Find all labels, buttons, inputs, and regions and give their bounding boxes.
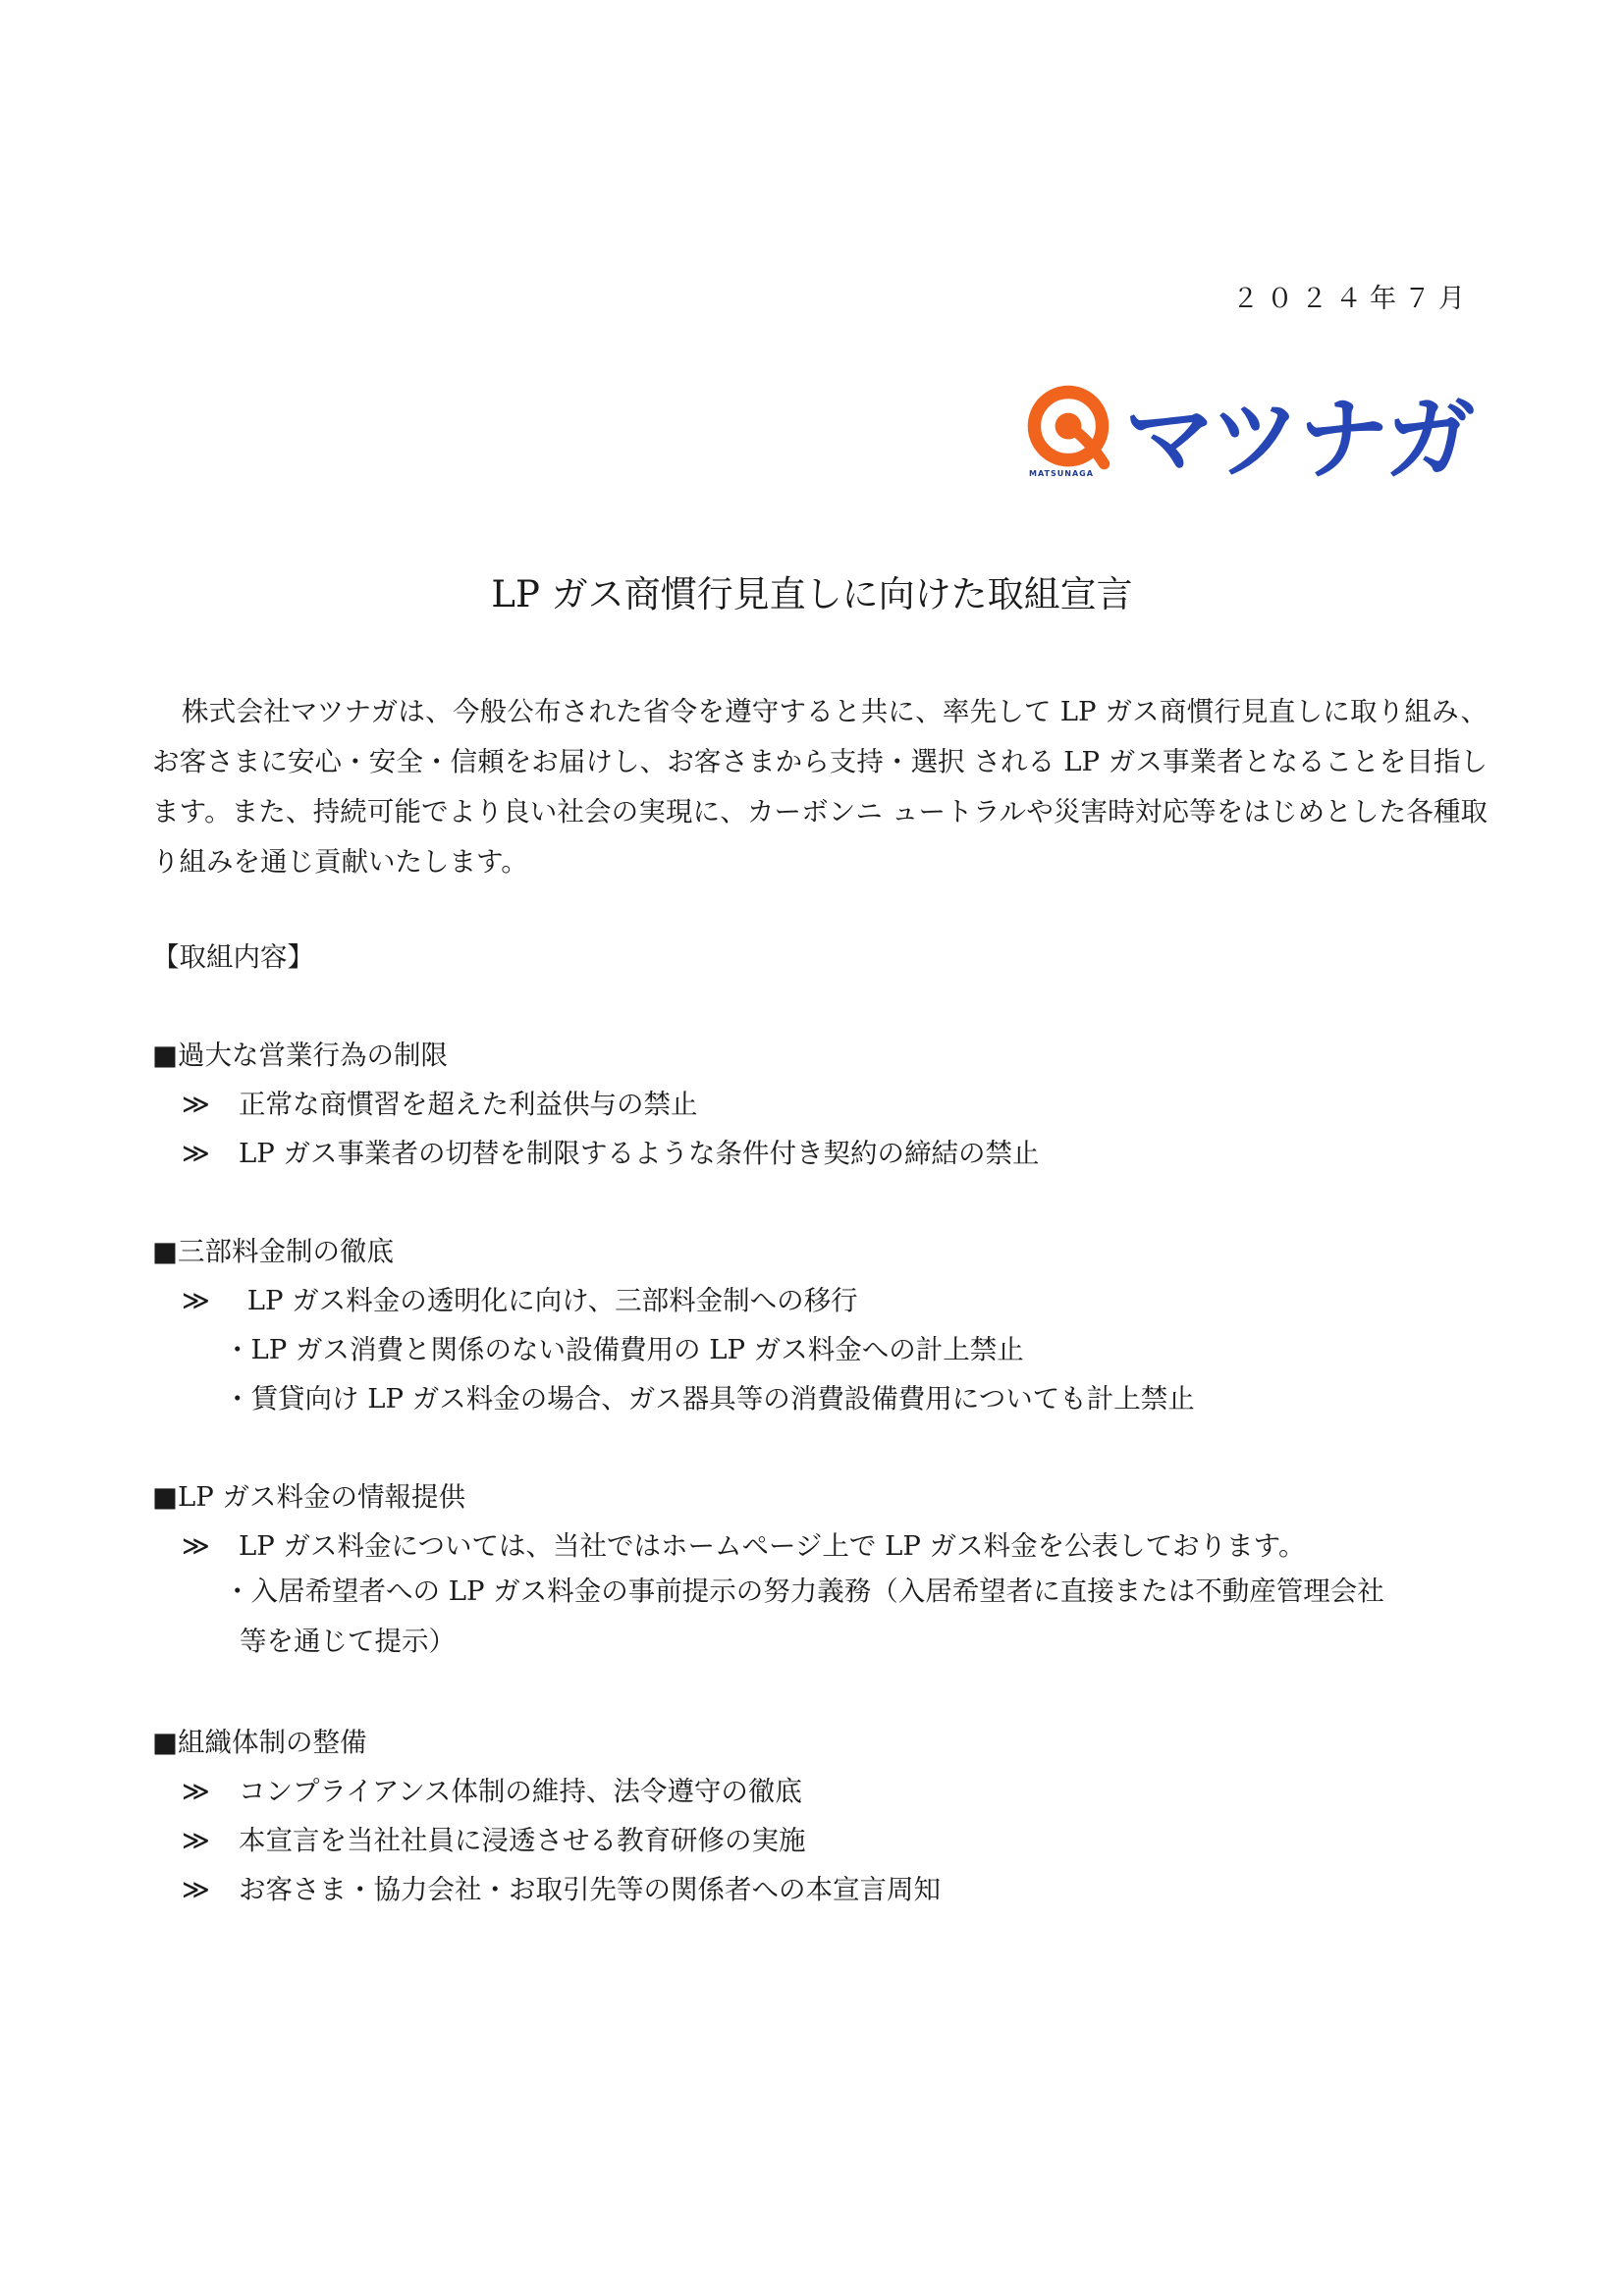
list-item-text: 本宣言を当社社員に浸透させる教育研修の実施: [239, 1825, 806, 1856]
sub-item-line: ・入居希望者への LP ガス料金の事前提示の努力義務（入居希望者に直接または不動産管理会社: [224, 1575, 1384, 1607]
section-heading: ■三部料金制の徹底: [152, 1236, 394, 1267]
contents-heading: 【取組内容】: [152, 941, 314, 973]
bullet-mark: ≫: [182, 1089, 210, 1120]
list-item: [182, 1082, 698, 1121]
list-item: [182, 1769, 802, 1808]
sub-item: [224, 1567, 1500, 1667]
bullet-mark: ≫: [182, 1776, 210, 1807]
company-logo: [1021, 373, 1474, 492]
section-heading: ■過大な営業行為の制限: [152, 1040, 448, 1071]
list-item-text: LP ガス料金については、当社ではホームページ上で LP ガス料金を公表しております。: [239, 1530, 1306, 1562]
list-item: [182, 1867, 941, 1906]
bullet-mark: ≫: [182, 1285, 210, 1316]
sub-item: ・LP ガス消費と関係のない設備費用の LP ガス料金への計上禁止: [224, 1334, 1024, 1365]
list-item-text: コンプライアンス体制の維持、法令遵守の徹底: [239, 1776, 802, 1807]
list-item: [182, 1523, 1305, 1563]
intro-paragraph: 株式会社マツナガは、今般公布された省令を遵守すると共に、率先して LP ガス商慣行見直しに取り組み、お客さまに安心・安全・信頼をお届けし、お客さまから支持・選択 される LP ガス事業者となることを目指します。また、持続可能でより良い社会の実現に、カーボンニ ュートラルや災害時対応等をはじめとした各種取り組みを通じ貢献いたします。: [152, 696, 1488, 878]
list-item-text: LP ガス料金の透明化に向け、三部料金制への移行: [239, 1285, 858, 1316]
list-item-text: お客さま・協力会社・お取引先等の関係者への本宣言周知: [239, 1874, 941, 1905]
list-item-text: LP ガス事業者の切替を制限するような条件付き契約の締結の禁止: [239, 1138, 1040, 1169]
list-item-text: 正常な商慣習を超えた利益供与の禁止: [239, 1089, 698, 1120]
sub-item: ・賃貸向け LP ガス料金の場合、ガス器具等の消費設備費用についても計上禁止: [224, 1383, 1195, 1415]
logo-mark-icon: [1021, 381, 1115, 475]
section-heading: ■組織体制の整備: [152, 1727, 367, 1758]
list-item: [182, 1818, 806, 1857]
bullet-mark: ≫: [182, 1138, 210, 1169]
list-item: [182, 1131, 1040, 1170]
bullet-mark: ≫: [182, 1874, 210, 1905]
page-title: LP ガス商慣行見直しに向けた取組宣言: [491, 573, 1133, 615]
section-heading: ■LP ガス料金の情報提供: [152, 1481, 465, 1513]
logo-wordmark: マツナガ: [1124, 387, 1474, 492]
sub-item-line: 等を通じて提示）: [240, 1626, 456, 1657]
bullet-mark: ≫: [182, 1825, 210, 1856]
bullet-mark: ≫: [182, 1530, 210, 1562]
logo-subtext: MATSUNAGA: [1029, 469, 1094, 478]
date: ２０２４年７月: [1232, 284, 1473, 314]
list-item: [182, 1278, 858, 1317]
